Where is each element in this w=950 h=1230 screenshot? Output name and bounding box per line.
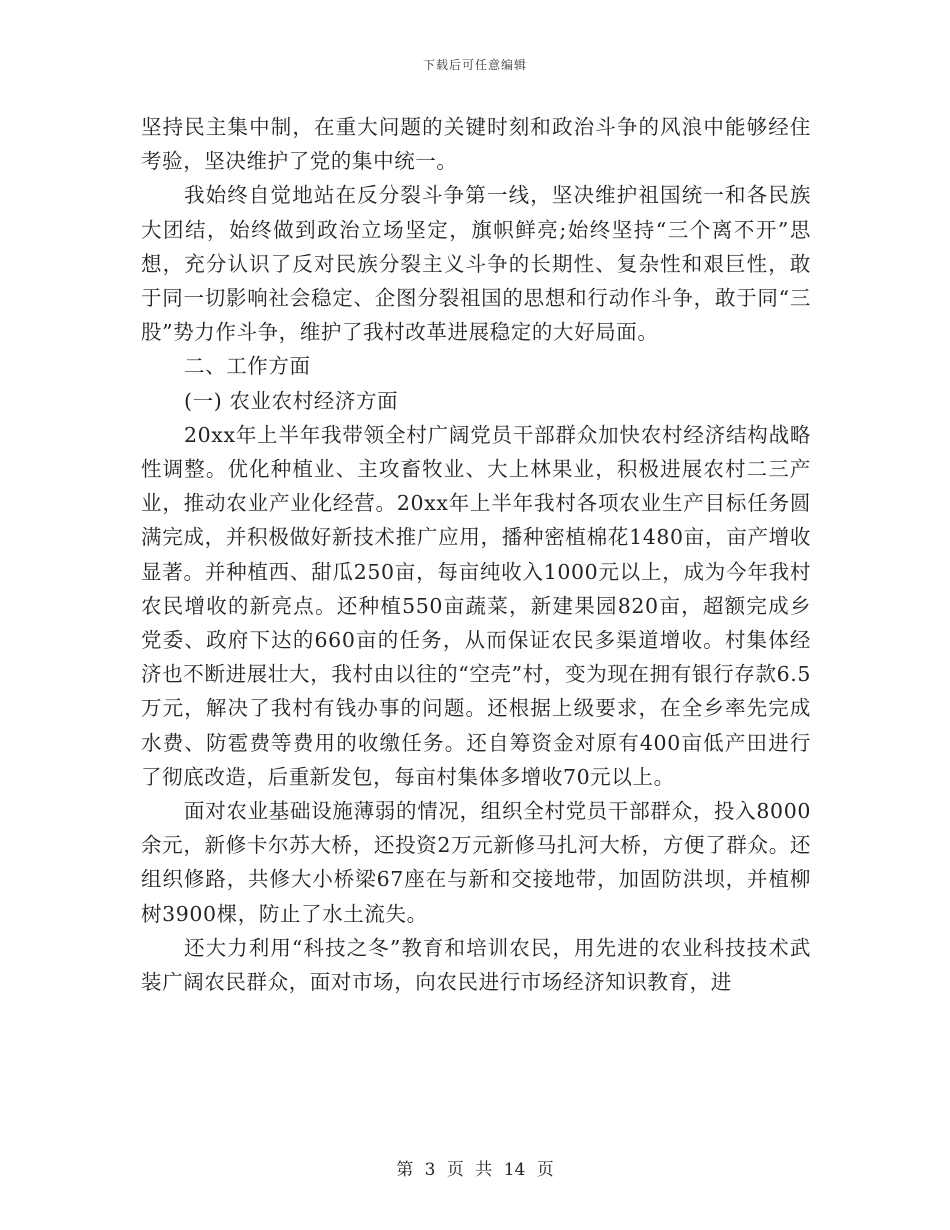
paragraph-2: 我始终自觉地站在反分裂斗争第一线，坚决维护祖国统一和各民族大团结，始终做到政治立场坚定，旗帜鲜亮;始终坚持“三个离不开”思想，充分认识了反对民族分裂主义斗争的长期性、复杂性和艰巨性，敢于同一切影响社会稳定、企图分裂祖国的思想和行动作斗争，敢于同“三股”势力作斗争，维护了我村改革进展稳定的大好局面。 (141, 183, 811, 345)
paragraph-5: 还大力利用“科技之冬”教育和培训农民，用先进的农业科技技术武装广阔农民群众，面对市场，向农民进行市场经济知识教育，进 (141, 935, 811, 995)
subsection-heading-agriculture: (一) 农业农村经济方面 (184, 388, 399, 413)
paragraph-3: 20xx年上半年我带领全村广阔党员干部群众加快农村经济结构战略性调整。优化种植业、主攻畜牧业、大上林果业，积极进展农村二三产业，推动农业产业化经营。20xx年上半年我村各项农业生产目标任务圆满完成，并积极做好新技术推广应用，播种密植棉花1480亩，亩产增收显著。并种植西、甜瓜250亩，每亩纯收入1000元以上，成为今年我村农民增收的新亮点。还种植550亩蔬菜，新建果园820亩，超额完成乡党委、政府下达的660亩的任务，从而保证农民多渠道增收。村集体经济也不断进展壮大，我村由以往的“空壳”村，变为现在拥有银行存款6.5万元，解决了我村有钱办事的问题。还根据上级要求，在全乡率先完成水费、防雹费等费用的收缴任务。还自筹资金对原有400亩低产田进行了彻底改造，后重新发包，每亩村集体多增收70元以上。 (141, 422, 811, 789)
document-body (141, 110, 811, 999)
paragraph-4: 面对农业基础设施薄弱的情况，组织全村党员干部群众，投入8000余元，新修卡尔苏大桥，还投资2万元新修马扎河大桥，方便了群众。还组织修路，共修大小桥梁67座在与新和交接地带，加固防洪坝，并植柳树3900棵，防止了水土流失。 (141, 799, 811, 926)
paragraph-1: 坚持民主集中制，在重大问题的关键时刻和政治斗争的风浪中能够经住考验，坚决维护了党的集中统一。 (141, 115, 811, 174)
page-header-note: 下载后可任意编辑 (422, 58, 527, 72)
section-heading-work: 二、工作方面 (184, 354, 311, 379)
page-number-footer: 第 3 页 共 14 页 (396, 1160, 554, 1180)
